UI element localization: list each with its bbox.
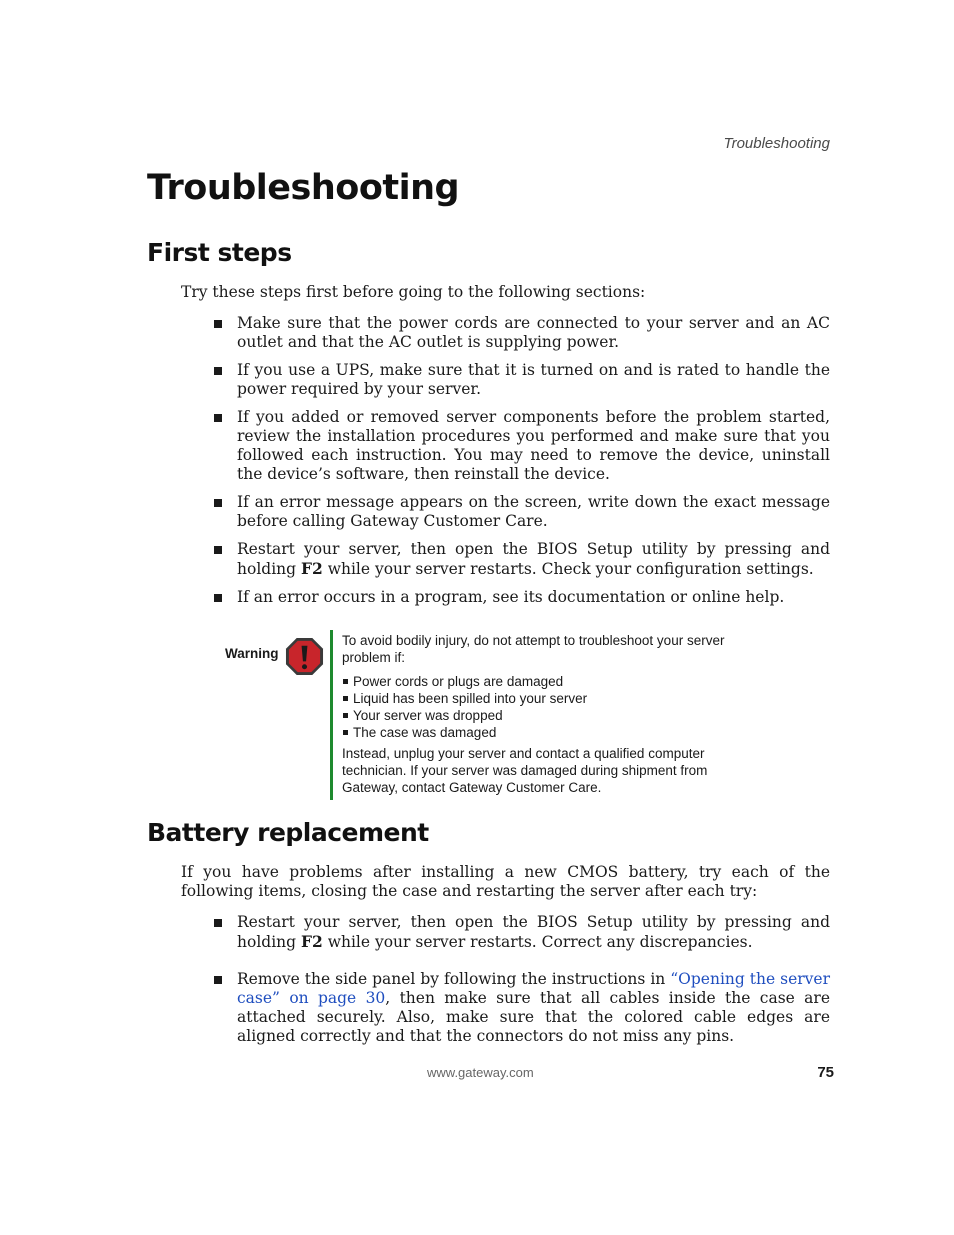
battery-list [212,913,830,1046]
list-item: Power cords or plugs are damaged [342,673,762,690]
bullet-square-icon [214,919,222,927]
key-f2: F2 [300,932,323,951]
warning-rule [330,630,333,800]
list-item: If an error occurs in a program, see its documentation or online help. [212,588,830,607]
warning-closing: Instead, unplug your server and contact a qualified computer technician. If your server was damaged during shipment from Gateway, contact Gateway Customer Care. [342,746,708,795]
running-header: Troubleshooting [723,135,830,152]
key-f2: F2 [300,559,323,578]
page-number: 75 [817,1064,834,1081]
first-steps-intro: Try these steps first before going to the following sections: [181,283,646,301]
list-item: Restart your server, then open the BIOS Setup utility by pressing and holding F2 while your server restarts. Check your configuration settings. [212,540,830,579]
exclamation-octagon-icon [285,637,324,676]
warning-conditions [342,673,762,741]
warning-intro: To avoid bodily injury, do not attempt to troubleshoot your server problem if: [342,633,725,665]
list-item: Restart your server, then open the BIOS Setup utility by pressing and holding F2 while your server restarts. Correct any discrepancies. [212,913,830,952]
list-item: If an error message appears on the screen, write down the exact message before calling Gateway Customer Care. [212,493,830,531]
list-item: If you use a UPS, make sure that it is turned on and is rated to handle the power required by your server. [212,361,830,399]
first-steps-list [212,314,830,607]
page-title: Troubleshooting [147,168,460,208]
list-item: Liquid has been spilled into your server [342,690,762,707]
list-item: If you added or removed server components before the problem started, review the installation procedures you performed and make sure that you followed each instruction. You may need to remove the device, uninstall the device’s software, then reinstall the device. [212,408,830,484]
footer-url: www.gateway.com [427,1065,534,1080]
list-item: Your server was dropped [342,707,762,724]
bullet-square-icon [214,546,222,554]
bullet-square-icon [214,976,222,984]
warning-box [342,632,762,796]
list-item: Make sure that the power cords are connected to your server and an AC outlet and that the AC outlet is supplying power. [212,314,830,352]
cross-reference-link[interactable]: “Opening the server case” on page 30 [237,970,830,1007]
bullet-square-icon [214,414,222,422]
section-heading-first-steps: First steps [147,238,292,267]
bullet-square-icon [214,367,222,375]
bullet-square-icon [214,594,222,602]
list-item: Remove the side panel by following the instructions in “Opening the server case” on page 30, then make sure that all cables inside the case are attached securely. Also, make sure that the colored cable edges are aligned correctly and that the connectors do not miss any pins. [212,970,830,1046]
bullet-square-icon [214,320,222,328]
warning-label: Warning [225,646,279,661]
battery-intro: If you have problems after installing a new CMOS battery, try each of the following items, closing the case and restarting the server after each try: [181,863,830,900]
bullet-square-icon [214,499,222,507]
list-item: The case was damaged [342,724,762,741]
section-heading-battery-replacement: Battery replacement [147,818,429,847]
